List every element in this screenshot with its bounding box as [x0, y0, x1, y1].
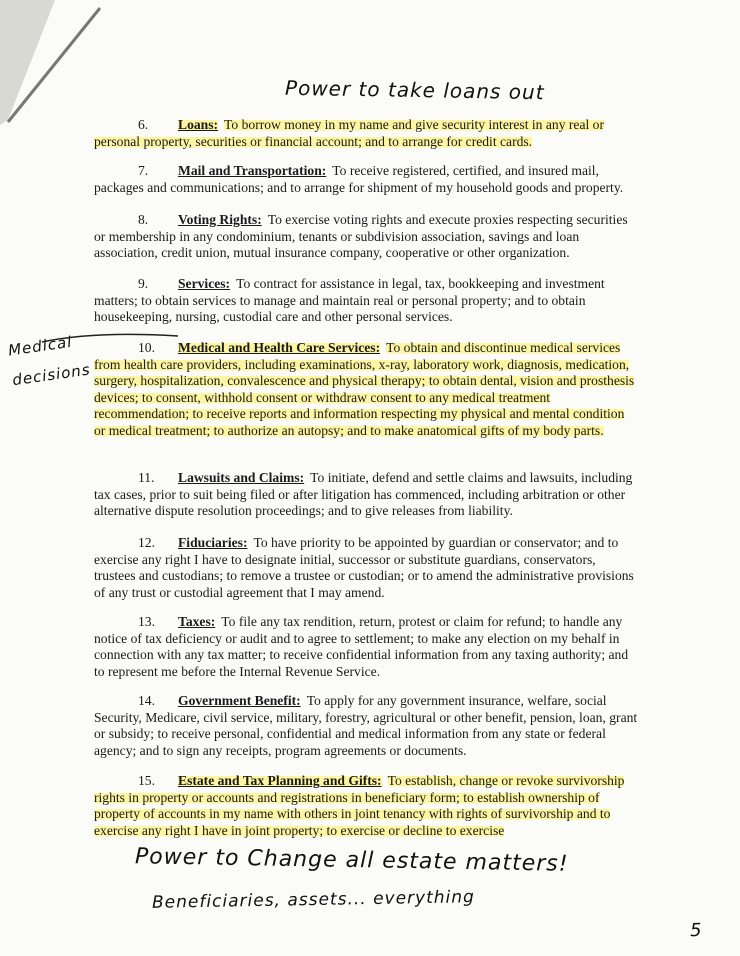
section-body: To exercise voting rights and execute proxies respecting securities or membership in any condominium, tenants or subdivision association, savings and loan association, credit union, mutual insurance company, cooperative or other organization. — [94, 212, 628, 260]
section-title: Loans: — [178, 117, 219, 132]
section-number: 6. — [138, 117, 149, 132]
section-voting-rights — [94, 212, 639, 262]
section-government-benefit — [94, 693, 639, 759]
section-number: 9. — [138, 276, 149, 291]
section-body: To have priority to be appointed by guardian or conservator; and to exercise any right I have to designate initial, successor or substitute guardians, conservators, trustees and custodians; to remove a trustee or custodian; or to amend the administrative provisions of any trust or custodial agreement that I may amend. — [94, 535, 634, 600]
handwritten-note-bottom-1: Power to Change all estate matters! — [134, 844, 569, 877]
handwritten-page-mark: 5 — [689, 919, 703, 942]
section-loans — [94, 117, 639, 150]
handwritten-note-top: Power to take loans out — [284, 75, 545, 105]
section-body: To file any tax rendition, return, protest or claim for refund; to handle any notice of tax deficiency or audit and to agree to settlement; to make any election on my behalf in connection with any tax matter; to receive confidential information from any taxing authority; and to represent me before the Internal Revenue Service. — [94, 614, 629, 679]
section-number: 14. — [138, 693, 155, 708]
section-title: Estate and Tax Planning and Gifts: — [178, 773, 382, 788]
section-number: 11. — [138, 470, 155, 485]
section-title: Taxes: — [178, 614, 216, 629]
section-title: Lawsuits and Claims: — [178, 470, 305, 485]
section-mail-transportation — [94, 163, 639, 196]
section-body: To contract for assistance in legal, tax, bookkeeping and investment matters; to obtain services to manage and maintain real or personal property; and to obtain housekeeping, nursing, custodial care and other personal services. — [94, 276, 605, 324]
section-title: Government Benefit: — [178, 693, 301, 708]
section-taxes — [94, 614, 639, 680]
section-number: 7. — [138, 163, 149, 178]
handwritten-note-bottom-2: Beneficiaries, assets... everything — [151, 887, 476, 913]
side-note-line1: Medical — [7, 332, 74, 360]
side-note-line2: decisions — [11, 360, 92, 390]
section-number: 15. — [138, 773, 155, 788]
section-lawsuits-claims — [94, 470, 639, 520]
section-number: 10. — [138, 340, 155, 355]
section-fiduciaries — [94, 535, 639, 601]
section-body: To establish, change or revoke survivorship rights in property or accounts and registrations in beneficiary form; to establish ownership of property of accounts in my name with others in joint tenancy with rights of survivorship and to exercise any right I have in joint property; to exercise or decline to exercise — [94, 773, 625, 838]
section-services — [94, 276, 639, 326]
section-number: 8. — [138, 212, 149, 227]
section-title: Mail and Transportation: — [178, 163, 327, 178]
section-title: Voting Rights: — [178, 212, 262, 227]
section-title: Fiduciaries: — [178, 535, 248, 550]
section-body: To apply for any government insurance, welfare, social Security, Medicare, civil service, military, forestry, agricultural or other benefit, pension, loan, grant or subsidy; to receive personal, confidential and medical information from any state or federal agency; and to sign any receipts, program agreements or documents. — [94, 693, 638, 758]
section-number: 13. — [138, 614, 155, 629]
scan-edge-mark — [0, 0, 110, 130]
section-medical-health-care — [94, 340, 639, 439]
section-estate-tax-planning — [94, 773, 639, 839]
section-number: 12. — [138, 535, 155, 550]
section-title: Medical and Health Care Services: — [178, 340, 381, 355]
section-body: To initiate, defend and settle claims and lawsuits, including tax cases, prior to suit being filed or after litigation has commenced, including arbitration or other alternative dispute resolution proceedings; and to give releases from liability. — [94, 470, 633, 518]
section-body: To receive registered, certified, and insured mail, packages and communications; and to arrange for shipment of my household goods and property. — [94, 163, 624, 195]
section-title: Services: — [178, 276, 231, 291]
section-body: To obtain and discontinue medical services from health care providers, including examinations, x-ray, laboratory work, diagnosis, medication, surgery, hospitalization, convalescence and physical therapy; to obtain dental, vision and prosthesis devices; to consent, withhold consent or withdraw consent to any medical treatment recommendation; to receive reports and information respecting my physical and mental condition or medical treatment; to authorize an autopsy; and to make anatomical gifts of my body parts. — [94, 340, 635, 438]
section-body: To borrow money in my name and give security interest in any real or personal property, securities or financial account; and to arrange for credit cards. — [94, 117, 604, 149]
